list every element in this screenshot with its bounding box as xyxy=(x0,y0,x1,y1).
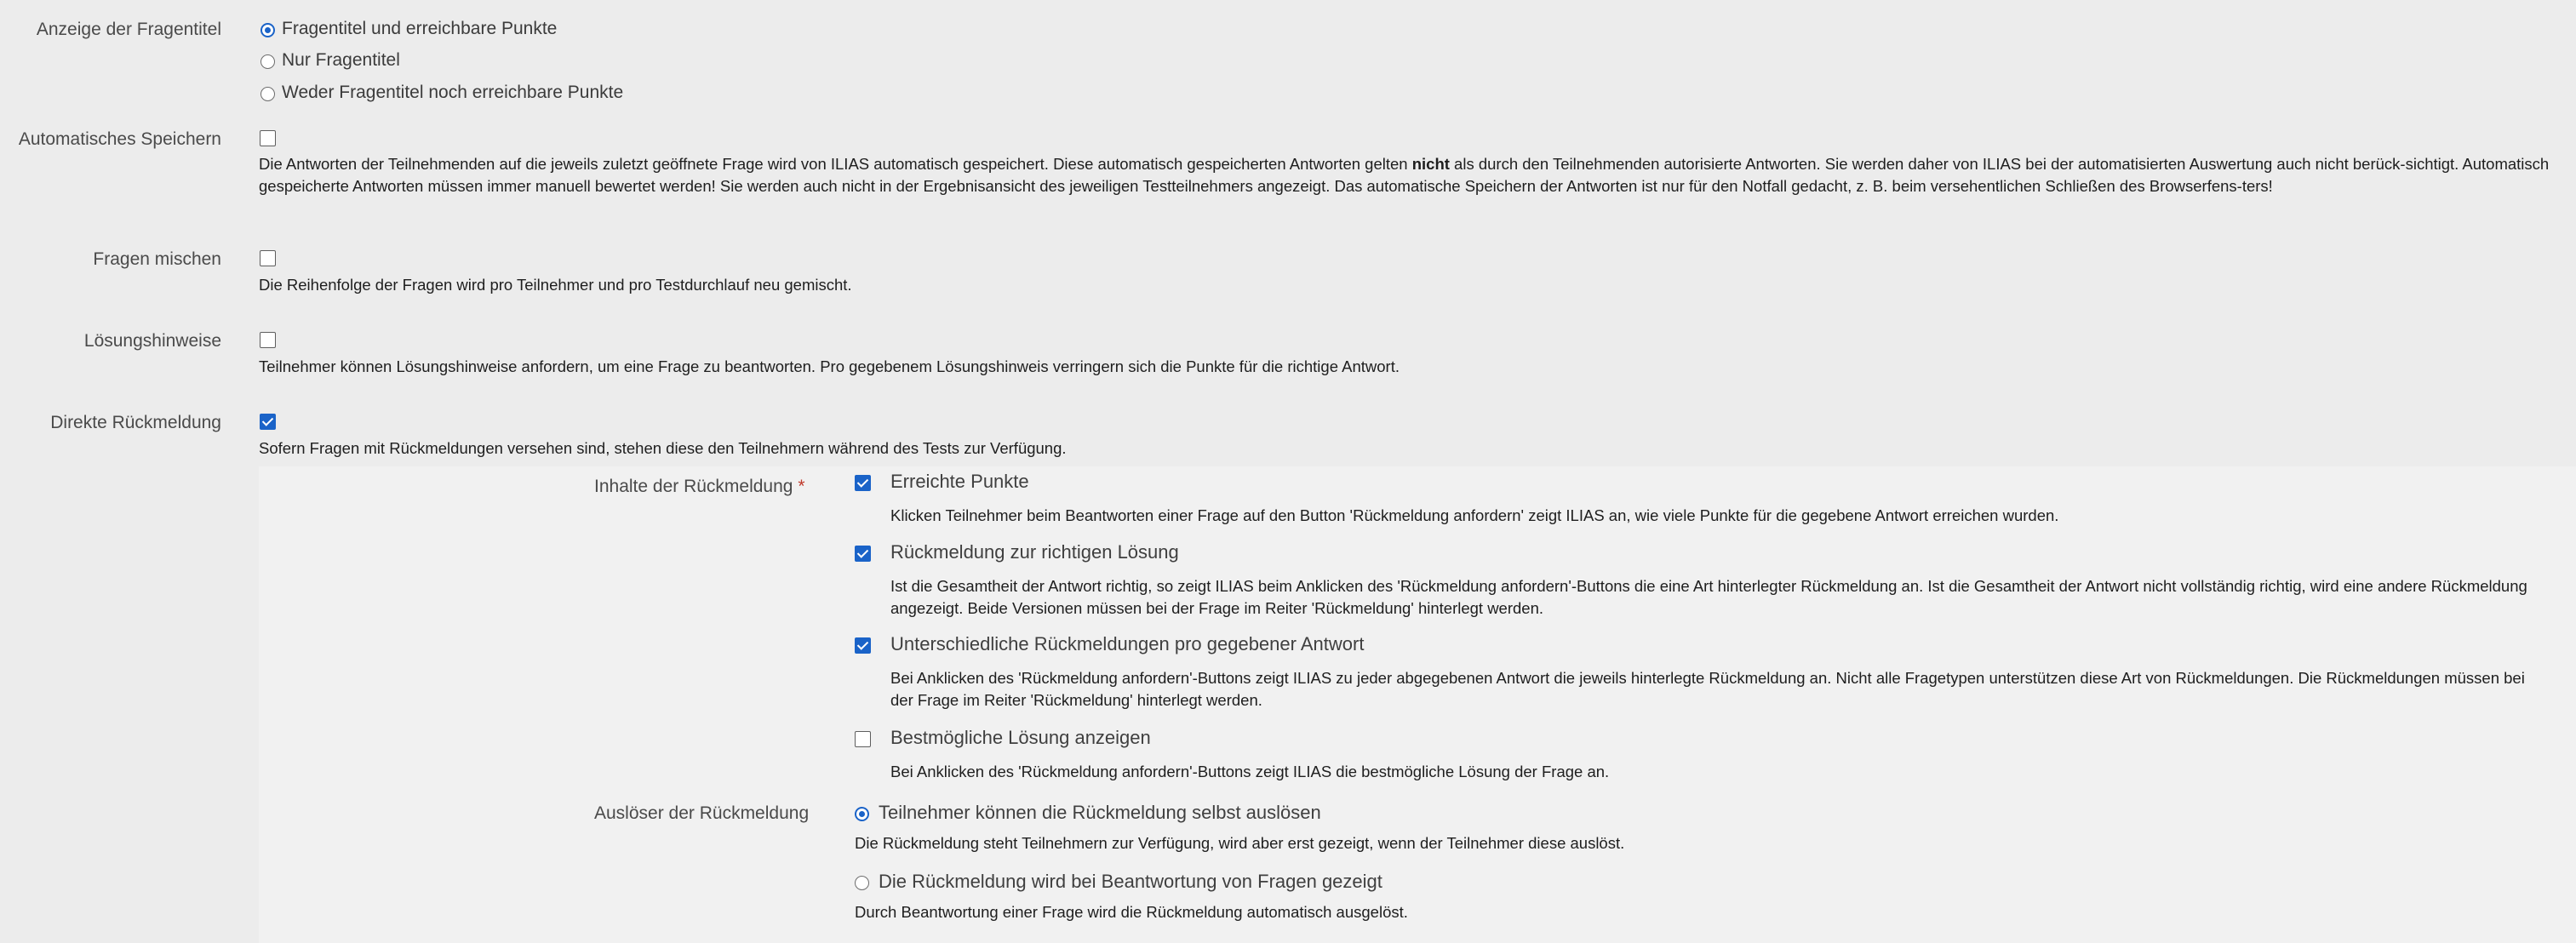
feedback-per-answer-description: Bei Anklicken des 'Rückmeldung anfordern'-Buttons zeigt ILIAS zu jeder abgegebenen Antwort die jeweils hinterlegte Rückmeldung an. Nicht alle Fragetypen unterstützen diese Art von Rückmeldungen. Die Rückmeldungen müssen bei der Frage im Reiter 'Rückmeldung' hinterlegt werden. xyxy=(890,669,2525,709)
direct-feedback-checkbox[interactable] xyxy=(260,414,276,430)
shuffle-checkbox[interactable] xyxy=(260,250,276,266)
trigger-self-description: Die Rückmeldung steht Teilnehmern zur Verfügung, wird aber erst gezeigt, wenn der Teilnehmer diese auslöst. xyxy=(855,834,1625,852)
feedback-per-answer-checkbox[interactable] xyxy=(855,637,871,654)
autosave-label: Automatisches Speichern xyxy=(18,129,221,149)
feedback-points-label[interactable]: Erreichte Punkte xyxy=(890,471,1029,492)
hints-label: Lösungshinweise xyxy=(83,331,221,351)
feedback-correct-solution-checkbox[interactable] xyxy=(855,546,871,562)
shuffle-label: Fragen mischen xyxy=(93,249,221,269)
feedback-points-description: Klicken Teilnehmer beim Beantworten einer Frage auf den Button 'Rückmeldung anfordern' zeigt ILIAS an, wie viele Punkte für die gegebene Antwort erreichen wurden. xyxy=(890,506,2059,524)
feedback-subpanel xyxy=(259,466,2576,943)
feedback-correct-solution-label[interactable]: Rückmeldung zur richtigen Lösung xyxy=(890,541,1179,563)
radio-trigger-on-answer[interactable] xyxy=(855,876,869,890)
hints-description: Teilnehmer können Lösungshinweise anfordern, um eine Frage zu beantworten. Pro gegebenem Lösungshinweis verringern sich die Punkte für die richtige Antwort. xyxy=(259,357,1400,375)
feedback-correct-solution-description: Ist die Gesamtheit der Antwort richtig, so zeigt ILIAS beim Anklicken des 'Rückmeldung anfordern'-Buttons die eine Art hinterlegter Rückmeldung an. Ist die Gesamtheit der Antwort nicht vollständig richtig, wird eine andere Rückmeldung angezeigt. Beide Versionen müssen bei der Frage im Reiter 'Rückmeldung' hinterlegt werden. xyxy=(890,577,2527,617)
radio-label-title-only[interactable]: Nur Fragentitel xyxy=(282,50,400,70)
direct-feedback-label: Direkte Rückmeldung xyxy=(50,413,221,432)
required-marker: * xyxy=(798,477,805,496)
direct-feedback-description: Sofern Fragen mit Rückmeldungen versehen sind, stehen diese den Teilnehmern während des Tests zur Verfügung. xyxy=(259,439,1067,457)
radio-trigger-self[interactable] xyxy=(855,807,869,821)
shuffle-description: Die Reihenfolge der Fragen wird pro Teilnehmer und pro Testdurchlauf neu gemischt. xyxy=(259,276,852,294)
radio-title-and-points[interactable] xyxy=(260,23,275,37)
question-title-display-label: Anzeige der Fragentitel xyxy=(36,20,221,39)
feedback-best-solution-description: Bei Anklicken des 'Rückmeldung anfordern'-Buttons zeigt ILIAS die bestmögliche Lösung der Frage an. xyxy=(890,763,1610,780)
autosave-checkbox[interactable] xyxy=(260,130,276,146)
feedback-contents-label: Inhalte der Rückmeldung * xyxy=(594,477,805,496)
feedback-best-solution-label[interactable]: Bestmögliche Lösung anzeigen xyxy=(890,727,1151,748)
autosave-description: Die Antworten der Teilnehmenden auf die jeweils zuletzt geöffnete Frage wird von ILIAS automatisch gespeichert. Diese automatisch gespeicherten Antworten gelten nicht als durch den Teilnehmenden autorisierte Antworten. Sie werden daher von ILIAS bei der automatisierten Auswertung auch nicht berück-sichtigt. Automatisch gespeicherte Antworten müssen immer manuell bewertet werden! Sie werden auch nicht in der Ergebnisansicht des jeweiligen Testteilnehmers angezeigt. Das automatische Speichern der Antworten ist nur für den Notfall gedacht, z. B. beim versehentlichen Schließen des Browserfens-ters! xyxy=(259,155,2550,195)
feedback-points-checkbox[interactable] xyxy=(855,475,871,491)
radio-title-only[interactable] xyxy=(260,54,275,69)
feedback-best-solution-checkbox[interactable] xyxy=(855,731,871,747)
trigger-on-answer-description: Durch Beantwortung einer Frage wird die Rückmeldung automatisch ausgelöst. xyxy=(855,903,1408,921)
feedback-trigger-label: Auslöser der Rückmeldung xyxy=(594,803,810,823)
feedback-per-answer-label[interactable]: Unterschiedliche Rückmeldungen pro gegebener Antwort xyxy=(890,633,1365,654)
radio-label-trigger-self[interactable]: Teilnehmer können die Rückmeldung selbst auslösen xyxy=(879,802,1321,823)
hints-checkbox[interactable] xyxy=(260,332,276,348)
radio-label-trigger-on-answer[interactable]: Die Rückmeldung wird bei Beantwortung von Fragen gezeigt xyxy=(879,871,1382,892)
radio-neither[interactable] xyxy=(260,87,275,101)
radio-label-title-and-points[interactable]: Fragentitel und erreichbare Punkte xyxy=(282,19,558,38)
radio-label-neither[interactable]: Weder Fragentitel noch erreichbare Punkte xyxy=(282,83,624,102)
